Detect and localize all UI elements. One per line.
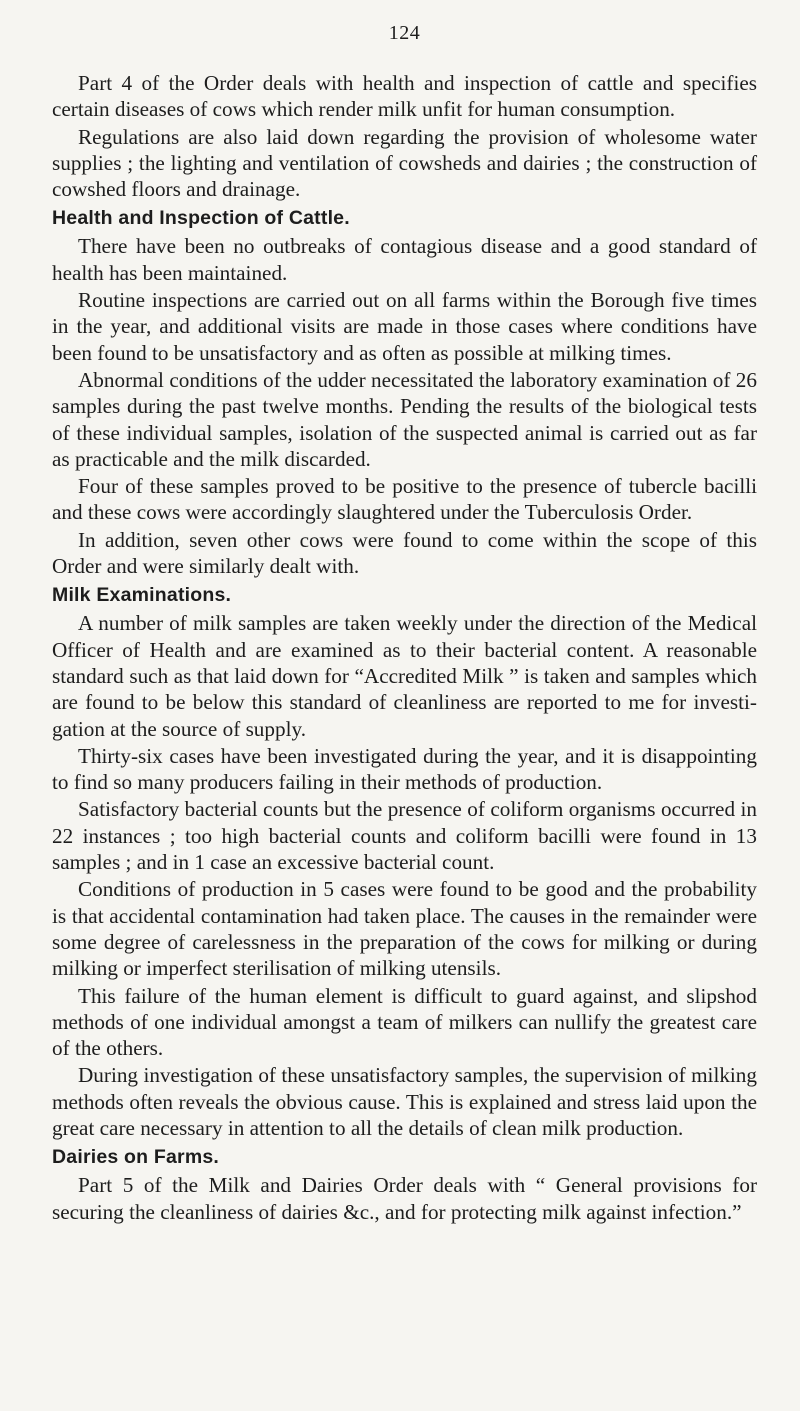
section-heading-dairies-on-farms: Dairies on Farms. <box>52 1146 220 1169</box>
document-body <box>52 70 757 1225</box>
milk-paragraph-1: A number of milk samples are taken weekly under the direction of the Medical Officer of Health and are examined as to their bacterial content. A reasonable standard such as that laid down for “Accredited Milk ” is taken and samples which are found to be below this standard of cleanliness are reported to me for investi-gation at the source of supply. <box>52 611 757 741</box>
intro-paragraph-1: Part 4 of the Order deals with health and inspection of cattle and specifies certain diseases of cows which render milk unfit for human consumption. <box>52 71 757 122</box>
section-heading-health-inspection: Health and Inspection of Cattle. <box>52 207 350 230</box>
milk-paragraph-6: During investigation of these unsatisfactory samples, the supervision of milking methods often reveals the obvious cause. This is explained and stress laid upon the great care necessary in attention to all the details of clean milk production. <box>52 1063 757 1140</box>
milk-paragraph-5: This failure of the human element is difficult to guard against, and slipshod methods of one individual amongst a team of milkers can nullify the greatest care of the others. <box>52 983 757 1061</box>
section-heading-milk-examinations: Milk Examinations. <box>52 584 232 607</box>
milk-paragraph-2: Thirty-six cases have been investigated during the year, and it is disappointing to find so many producers failing in their methods of production. <box>52 743 757 795</box>
intro-paragraph-2: Regulations are also laid down regarding the provision of wholesome water supplies ; the lighting and ventilation of cowsheds and dairies ; the construction of cowshed floors and drainage. <box>52 124 757 202</box>
milk-paragraph-3: Satisfactory bacterial counts but the presence of coliform organisms occurred in 22 instances ; too high bacterial counts and coliform bacilli were found in 13 samples ; and in 1 case an excessive bacterial count. <box>52 797 757 875</box>
dairies-paragraph-1: Part 5 of the Milk and Dairies Order deals with “ General provisions for securing the cleanliness of dairies &c., and for protecting milk against infection.” <box>52 1173 757 1224</box>
health-paragraph-1: There have been no outbreaks of contagious disease and a good standard of health has been maintained. <box>52 234 757 285</box>
health-paragraph-2: Routine inspections are carried out on all farms within the Borough five times in the year, and additional visits are made in those cases where conditions have been found to be unsatisfactory and as often as possible at milking times. <box>52 288 757 365</box>
page-number: 124 <box>388 22 421 44</box>
health-paragraph-5: In addition, seven other cows were found to come within the scope of this Order and were similarly dealt with. <box>52 527 757 579</box>
milk-paragraph-4: Conditions of production in 5 cases were found to be good and the probability is that accidental contamination had taken place. The causes in the remainder were some degree of carelessness in the preparation of the cows for milking or during milking or imperfect sterilisation of milking utensils. <box>52 877 757 981</box>
health-paragraph-3: Abnormal conditions of the udder necessitated the laboratory examination of 26 samples during the past twelve months. Pending the results of the biological tests of these individual samples, isolation of the suspected animal is carried out as far as practicable and the milk discarded. <box>52 367 757 471</box>
health-paragraph-4: Four of these samples proved to be positive to the presence of tubercle bacilli and these cows were accordingly slaughtered under the Tuberculosis Order. <box>52 474 757 525</box>
